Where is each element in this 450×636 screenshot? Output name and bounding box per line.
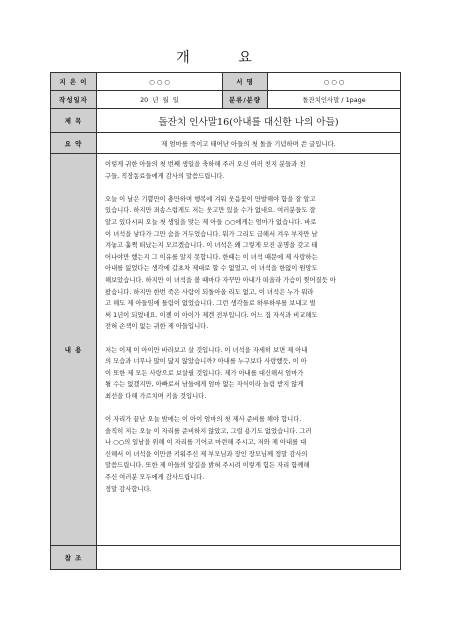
- content-line: 말씀드립니다. 또한 제 아들의 앞길을 밝혀 주시려 이렇게 힘든 자리 함께해: [105, 462, 310, 470]
- content-line: 해보았습니다. 하지만 이 녀석을 볼 때마다 자꾸만 아내가 떠올라 가슴이 찢어질듯 아: [105, 276, 336, 284]
- content-line: 솔직히 저는 오늘 이 자리를 준비하지 않았고, 그럴 용기도 없었습니다. 그러: [105, 427, 312, 435]
- date-row: [51, 91, 401, 109]
- content-line: 이렇게 귀한 아들의 첫 번째 생일을 축하해 주러 오신 여러 친지 분들과 친: [105, 161, 306, 168]
- content-line: 이 자리가 끝난 오늘 밤에는 이 아이 엄마의 첫 제사 준비를 해야 합니다.: [105, 416, 302, 424]
- content-line: 어나야만 했는지 그 이유를 알지 못합니다. 한때는 이 녀석 때문에 제 사랑하는: [105, 253, 318, 261]
- date-value: 20 년 월 일: [97, 91, 223, 109]
- content-paragraph: [105, 194, 394, 333]
- summary-row: [51, 133, 401, 154]
- subject-label: 제 목: [51, 109, 97, 133]
- content-line: 의 모습과 너무나 많이 닮지 않았습니까? 아내를 누구보다 사랑했듯, 이 아: [105, 358, 307, 366]
- content-row: [51, 154, 401, 546]
- reference-row: [51, 546, 401, 570]
- content-line: 써 1년이 되었네요. 이젠 이 아이가 제겐 전부입니다. 어느 집 자식과 비교해도: [105, 311, 318, 319]
- summary-value: 제 엄마를 죽이고 태어난 아들의 첫 돌을 기념하며 쓴 글입니다.: [97, 133, 401, 154]
- date-label: 작성일자: [51, 91, 97, 109]
- reference-label: 참 조: [51, 546, 97, 570]
- content-line: 이 녀석을 낳다가 그만 숨을 거두었습니다. 뭐가 그리도 급해서 겨우 부자만 남: [105, 230, 318, 238]
- content-paragraph: [105, 414, 394, 495]
- content-line: 알고 있다시피 오늘 첫 생일을 맞는 제 아들 ○○에게는 엄마가 없습니다. 바로: [105, 218, 317, 226]
- content-line: 아내를 잃었다는 생각에 갑초차 제대로 할 수 없었고, 이 녀석을 한없이 원망도: [105, 265, 318, 273]
- author-row: [51, 73, 401, 91]
- reference-value: [97, 546, 401, 570]
- category-value: 돌잔치인사말 / 1page: [268, 91, 401, 109]
- content-line: 겨놓고 훌쩍 떠났는지 모르겠습니다. 이 녀석은 왜 그렇게 모진 운명을 갖고 태: [105, 242, 318, 250]
- content-body: [97, 154, 401, 546]
- signature-label: 서 명: [223, 73, 268, 91]
- document-title: 개 요: [176, 50, 274, 66]
- content-line: 주신 여러분 모두에게 감사드립니다.: [105, 474, 205, 482]
- content-line: 정말 감사합니다.: [105, 485, 152, 493]
- summary-label: 요 약: [51, 133, 97, 154]
- content-line: 전혀 손색이 없는 귀한 제 아들입니다.: [105, 323, 209, 331]
- content-line: 신해서 이 녀석을 이만큼 키워주신 제 부모님과 장인 장모님께 정말 감사의: [105, 450, 308, 458]
- content-line: 있습니다. 하지만 죄송스럽게도 저는 웃고만 있을 수가 없네요. 여러분들도 잘: [105, 207, 316, 215]
- overview-table: [50, 72, 401, 570]
- author-value: ○ ○ ○: [97, 73, 223, 91]
- author-label: 지 은 이: [51, 73, 97, 91]
- subject-row: [51, 109, 401, 133]
- content-line: 팠습니다. 하지만 한번 죽은 사람이 되돌아올 리도 없고, 이 녀석은 누가 뭐라: [105, 288, 314, 296]
- content-line: 이 또한 제 모든 사랑으로 보살필 것입니다. 제가 아내를 대신해서 엄마가: [105, 369, 304, 377]
- content-line: 고 해도 제 아들임에 틀림이 없었습니다. 그런 생각들로 하루하루를 보내고 벌: [105, 300, 316, 308]
- content-line: 오늘 이 날은 기쁨만이 충만하며 행복에 겨워 웃음꽃이 만발해야 함을 잘 알고: [105, 195, 316, 203]
- category-label: 분류/분량: [223, 91, 268, 109]
- content-paragraph: [105, 159, 394, 182]
- content-line: 구들, 직장동료들에게 감사의 말씀드립니다.: [105, 172, 225, 180]
- subject-value: 돌잔치 인사말16(아내를 대신한 나의 아들): [97, 109, 401, 133]
- content-paragraph: [105, 345, 394, 403]
- signature-value: ○ ○ ○: [268, 73, 401, 91]
- content-line: 나 ○○의 일남을 위해 이 자리를 기어코 마련해 주시고, 저와 제 아내를 대: [105, 439, 307, 447]
- content-label: 내 용: [51, 154, 97, 546]
- content-line: 최선을 다해 가르치며 키울 것입니다.: [105, 392, 207, 400]
- content-line: 저는 이제 이 아이만 바라보고 살 것입니다. 이 녀석을 자세히 보면 제 아내: [105, 346, 308, 354]
- content-line: 될 수는 없겠지만, 아빠로서 남들에게 엄마 없는 자식이라 놀림 받지 않게: [105, 381, 304, 389]
